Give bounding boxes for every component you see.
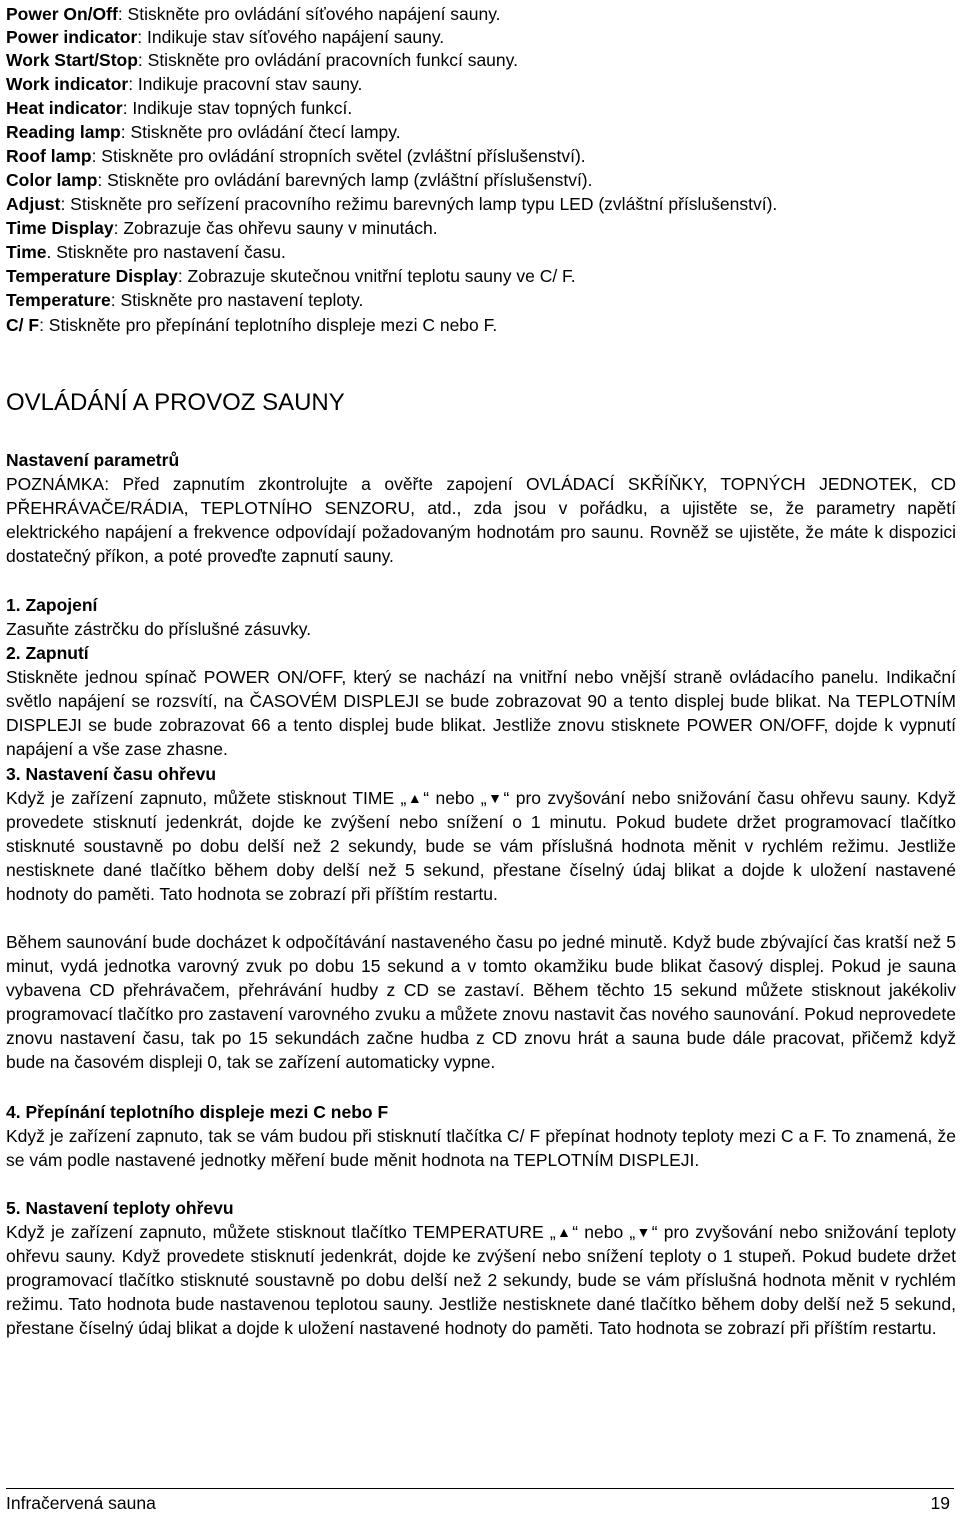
control-term: Time xyxy=(6,242,47,262)
control-desc: : Stiskněte pro ovládání síťového napájení sauny. xyxy=(117,4,501,24)
s2-text: Stiskněte jednou spínač POWER ON/OFF, který se nachází na vnitřní nebo vnější straně ovládacího panelu. Indikační světlo napájení se rozsvítí, na ČASOVÉM DISPLEJI se bude zobrazovat 90 a tento displej bude blikat. Na TEPLOTNÍM DISPLEJI se bude zobrazovat 66 a tento displej bude blikat. Jestliže znovu stisknete POWER ON/OFF, dojde k vypnutí napájení a vše zase zhasne. xyxy=(6,667,956,759)
control-item xyxy=(6,72,362,96)
s1-heading: 1. Zapojení xyxy=(6,595,98,615)
control-term: Work Start/Stop xyxy=(6,50,138,70)
control-term: Temperature Display xyxy=(6,266,178,286)
control-desc: : Stiskněte pro seřízení pracovního režimu barevných lamp typu LED (zvláštní příslušenství). xyxy=(60,194,778,214)
control-item xyxy=(6,313,497,337)
arrow-up-icon: ▲ xyxy=(555,1224,573,1240)
control-term: Reading lamp xyxy=(6,122,121,142)
footer-title: Infračervená sauna xyxy=(6,1493,156,1513)
control-desc: : Indikuje pracovní stav sauny. xyxy=(128,74,363,94)
control-item xyxy=(6,25,444,49)
control-item xyxy=(6,240,286,264)
params-text: POZNÁMKA: Před zapnutím zkontrolujte a ověřte zapojení OVLÁDACÍ SKŘÍŇKY, TOPNÝCH JEDNOTEK, CD PŘEHRÁVAČE/RÁDIA, TEPLOTNÍHO SENZORU, atd., zda jsou v pořádku, a ujistěte se, že parametry napětí elektrického napájení a frekvence odpovídají požadovaným hodnotám pro saunu. Rovněž se ujistěte, že máte k dispozici dostatečný příkon, a poté proveďte zapnutí sauny. xyxy=(6,474,956,566)
control-desc: : Stiskněte pro přepínání teplotního displeje mezi C nebo F. xyxy=(39,315,498,335)
control-term: Heat indicator xyxy=(6,98,123,118)
control-desc: : Indikuje stav topných funkcí. xyxy=(122,98,353,118)
control-term: Color lamp xyxy=(6,170,98,190)
control-item xyxy=(6,48,518,72)
page-number: 19 xyxy=(930,1493,950,1513)
s5-heading: 5. Nastavení teploty ohřevu xyxy=(6,1198,234,1218)
control-desc: : Stiskněte pro ovládání čtecí lampy. xyxy=(120,122,401,142)
s1-text: Zasuňte zástrčku do příslušné zásuvky. xyxy=(6,619,312,639)
control-desc: : Zobrazuje čas ohřevu sauny v minutách. xyxy=(113,218,438,238)
control-term: Roof lamp xyxy=(6,146,92,166)
control-item xyxy=(6,168,593,192)
control-term: Power On/Off xyxy=(6,4,118,24)
s2-heading: 2. Zapnutí xyxy=(6,643,89,663)
control-desc: : Stiskněte pro ovládání stropních světel (zvláštní příslušenství). xyxy=(91,146,586,166)
params-heading: Nastavení parametrů xyxy=(6,450,180,470)
s3-text: Když je zařízení zapnuto, můžete stisknout TIME „▲“ nebo „▼“ pro zvyšování nebo snižování času ohřevu sauny. Když provedete stisknutí jedenkrát, dojde ke zvýšení nebo snížení o 1 minutu. Pokud budete držet programovací tlačítko stisknuté soustavně po dobu delší než 2 sekundy, bude se vám příslušná hodnota měnit v rychlém režimu. Jestliže nestisknete dané tlačítko během doby delší než 5 sekund, přestane číselný údaj blikat a dojde k uložení nastavené hodnoty do paměti. Tato hodnota se zobrazí při příštím restartu. xyxy=(6,788,956,904)
control-item xyxy=(6,144,586,168)
control-item xyxy=(6,288,363,312)
control-item xyxy=(6,192,777,216)
control-term: Adjust xyxy=(6,194,61,214)
section-title: OVLÁDÁNÍ A PROVOZ SAUNY xyxy=(6,389,345,416)
control-term: Temperature xyxy=(6,290,111,310)
page-footer xyxy=(6,1488,954,1515)
control-term: Power indicator xyxy=(6,27,138,47)
control-item xyxy=(6,2,501,26)
control-term: C/ F xyxy=(6,315,40,335)
control-desc: : Stiskněte pro ovládání barevných lamp (zvláštní příslušenství). xyxy=(97,170,593,190)
s3-heading: 3. Nastavení času ohřevu xyxy=(6,764,217,784)
control-desc: . Stiskněte pro nastavení času. xyxy=(46,242,286,262)
s4-text: Když je zařízení zapnuto, tak se vám budou při stisknutí tlačítka C/ F přepínat hodnoty teploty mezi C a F. To znamená, že se vám podle nastavené jednotky měření bude měnit hodnota na TEPLOTNÍM DISPLEJI. xyxy=(6,1126,956,1170)
arrow-down-icon: ▼ xyxy=(486,790,504,806)
s4-heading: 4. Přepínání teplotního displeje mezi C nebo F xyxy=(6,1102,389,1122)
control-desc: : Zobrazuje skutečnou vnitřní teplotu sauny ve C/ F. xyxy=(177,266,576,286)
control-item xyxy=(6,216,438,240)
s3-text2: Během saunování bude docházet k odpočítávání nastaveného času po jedné minutě. Když bude zbývající čas kratší než 5 minut, vydá jednotka varovný zvuk po dobu 15 sekund a v tomto okamžiku bude blikat časový displej. Pokud je sauna vybavena CD přehrávačem, přehrávání hudby z CD se zastaví. Během těchto 15 sekund můžete stisknout jakékoliv programovací tlačítko pro zastavení varovného zvuku a můžete znovu nastavit čas nového saunování. Pokud neprovedete znovu nastavení času, tak po 15 sekundách začne hudba z CD znovu hrát a sauna bude dále pracovat, přičemž když bude na časovém displeji 0, tak se zařízení automaticky vypne. xyxy=(6,932,956,1072)
arrow-up-icon: ▲ xyxy=(406,790,424,806)
control-item xyxy=(6,120,401,144)
control-desc: : Stiskněte pro ovládání pracovních funkcí sauny. xyxy=(137,50,518,70)
control-item xyxy=(6,264,576,288)
control-term: Work indicator xyxy=(6,74,129,94)
control-desc: : Indikuje stav síťového napájení sauny. xyxy=(137,27,445,47)
control-desc: : Stiskněte pro nastavení teploty. xyxy=(110,290,364,310)
arrow-down-icon: ▼ xyxy=(635,1224,652,1240)
s5-text: Když je zařízení zapnuto, můžete stisknout tlačítko TEMPERATURE „▲“ nebo „▼“ pro zvyšování nebo snižování teploty ohřevu sauny. Když provedete stisknutí jedenkrát, dojde ke zvýšení nebo snížení teploty o 1 stupeň. Pokud budete držet programovací tlačítko stisknuté soustavně po dobu delší než 2 sekundy, bude se vám příslušná hodnota měnit v rychlém režimu. Tato hodnota bude nastavenou teplotou sauny. Jestliže nestisknete dané tlačítko během doby delší než 5 sekund, přestane číselný údaj blikat a dojde k uložení nastavené hodnoty do paměti. Tato hodnota se zobrazí při příštím restartu. xyxy=(6,1222,957,1338)
control-term: Time Display xyxy=(6,218,114,238)
control-item xyxy=(6,96,352,120)
